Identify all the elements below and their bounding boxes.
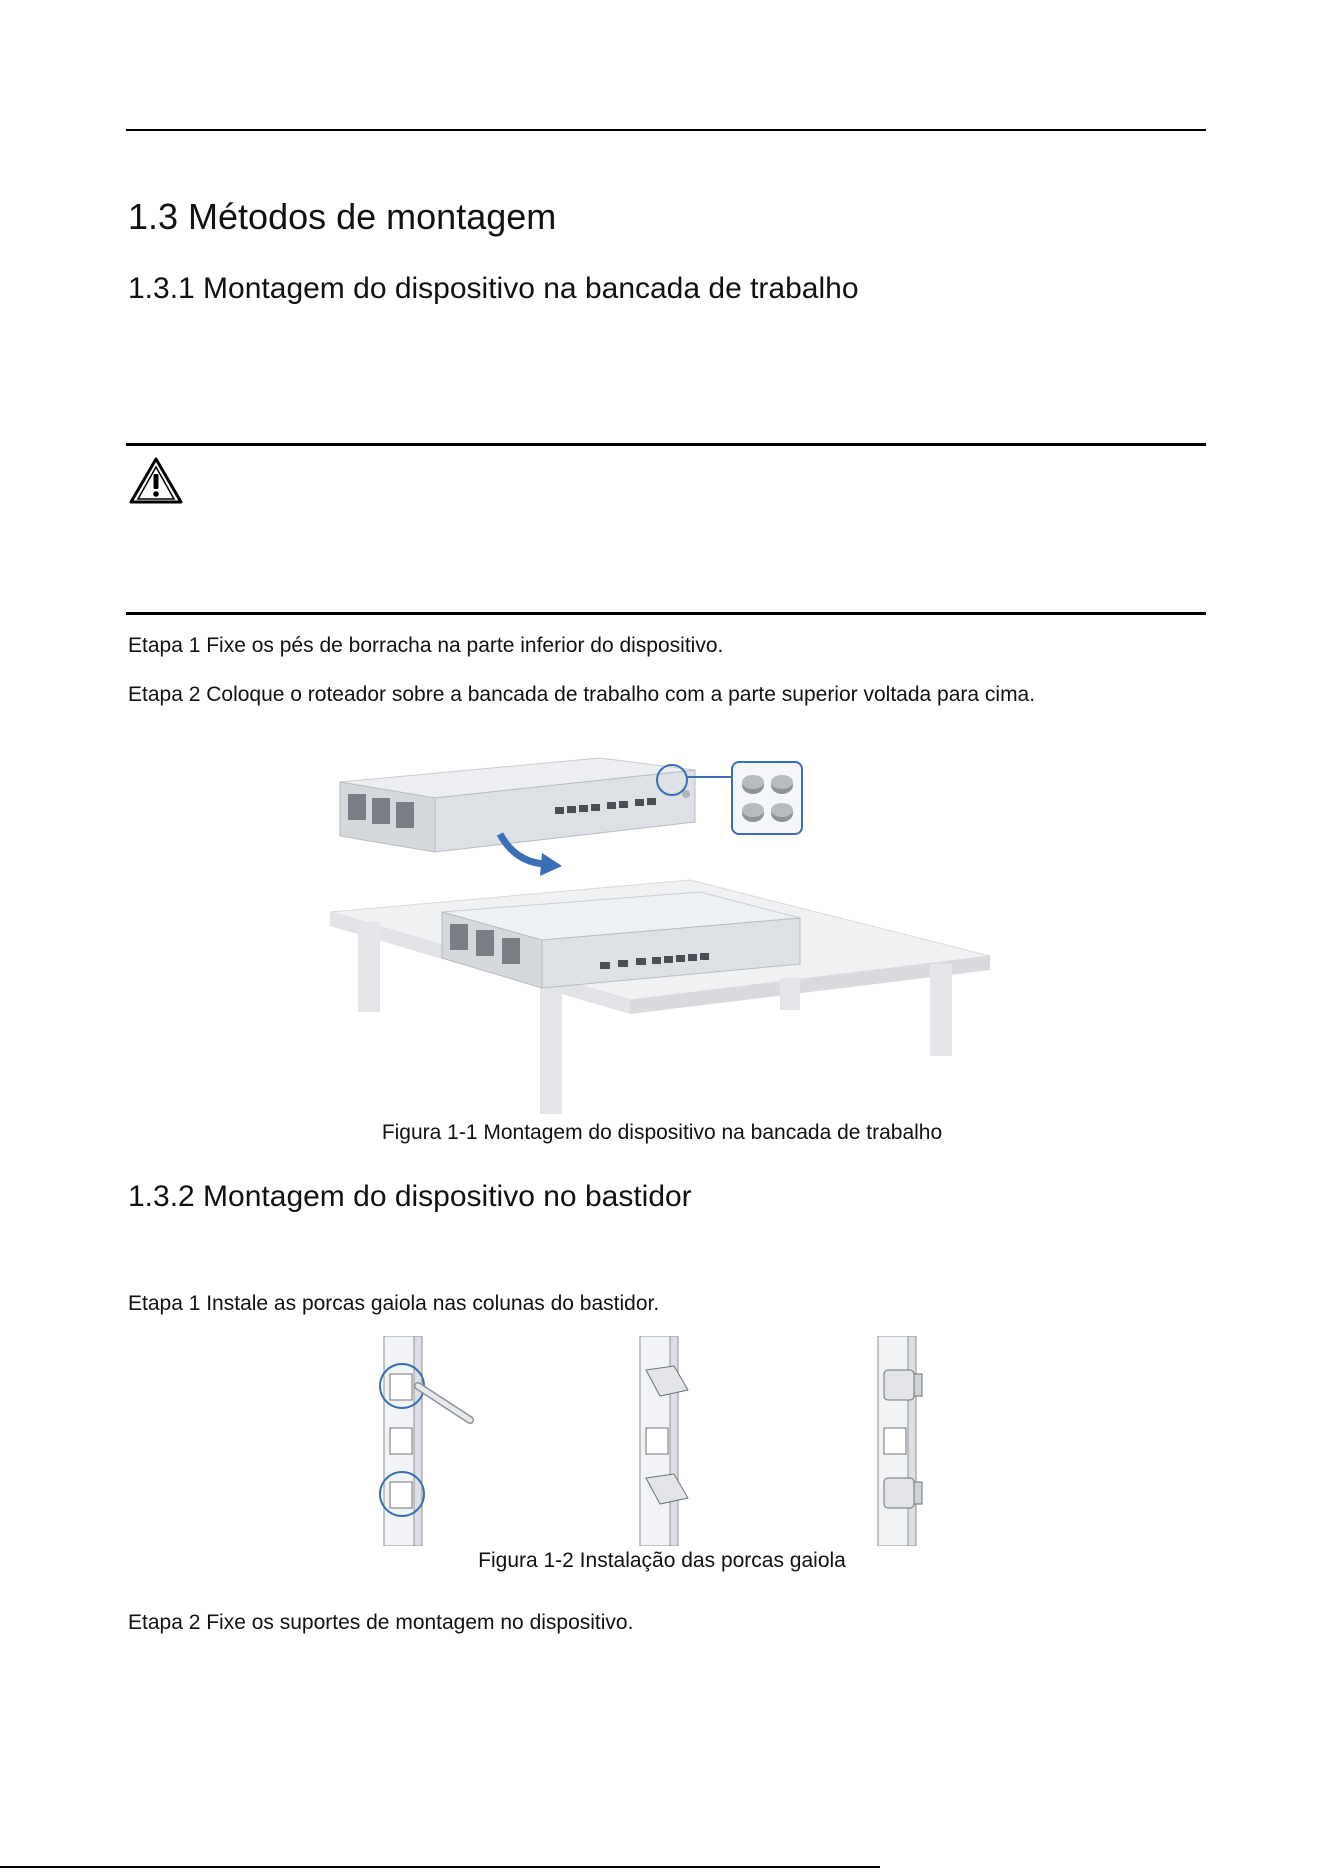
- warning-bottom-rule: [126, 612, 1206, 615]
- subsection-title-rack: 1.3.2 Montagem do dispositivo no bastidor: [128, 1180, 692, 1213]
- rack-column-2: [640, 1336, 688, 1546]
- header-rule: [126, 129, 1206, 131]
- figure-1-1-caption: Figura 1-1 Montagem do dispositivo na bancada de trabalho: [381, 1121, 943, 1144]
- section-title: 1.3 Métodos de montagem: [128, 196, 557, 237]
- step-1-rack: Etapa 1 Instale as porcas gaiola nas colunas do bastidor.: [128, 1292, 660, 1315]
- warning-top-rule: [126, 443, 1206, 446]
- step-2-rack: Etapa 2 Fixe os suportes de montagem no dispositivo.: [128, 1611, 634, 1634]
- figure-1-2-caption: Figura 1-2 Instalação das porcas gaiola: [478, 1549, 846, 1572]
- warning-triangle-icon: [128, 456, 184, 506]
- footer-rule: [0, 1866, 880, 1868]
- step-2-workbench: Etapa 2 Coloque o roteador sobre a bancada de trabalho com a parte superior voltada para cima.: [128, 683, 1036, 706]
- workbench-mounting-figure: [330, 752, 1000, 1124]
- device-upper: [340, 758, 695, 852]
- arrow-down-icon: [540, 853, 562, 876]
- rack-column-3: [878, 1336, 922, 1546]
- subsection-title-workbench: 1.3.1 Montagem do dispositivo na bancada de trabalho: [128, 272, 859, 305]
- step-1-workbench: Etapa 1 Fixe os pés de borracha na parte inferior do dispositivo.: [128, 634, 724, 657]
- cage-nut-figure: [370, 1336, 950, 1546]
- rack-column-1: [380, 1336, 470, 1546]
- rubber-feet-detail: [732, 762, 802, 834]
